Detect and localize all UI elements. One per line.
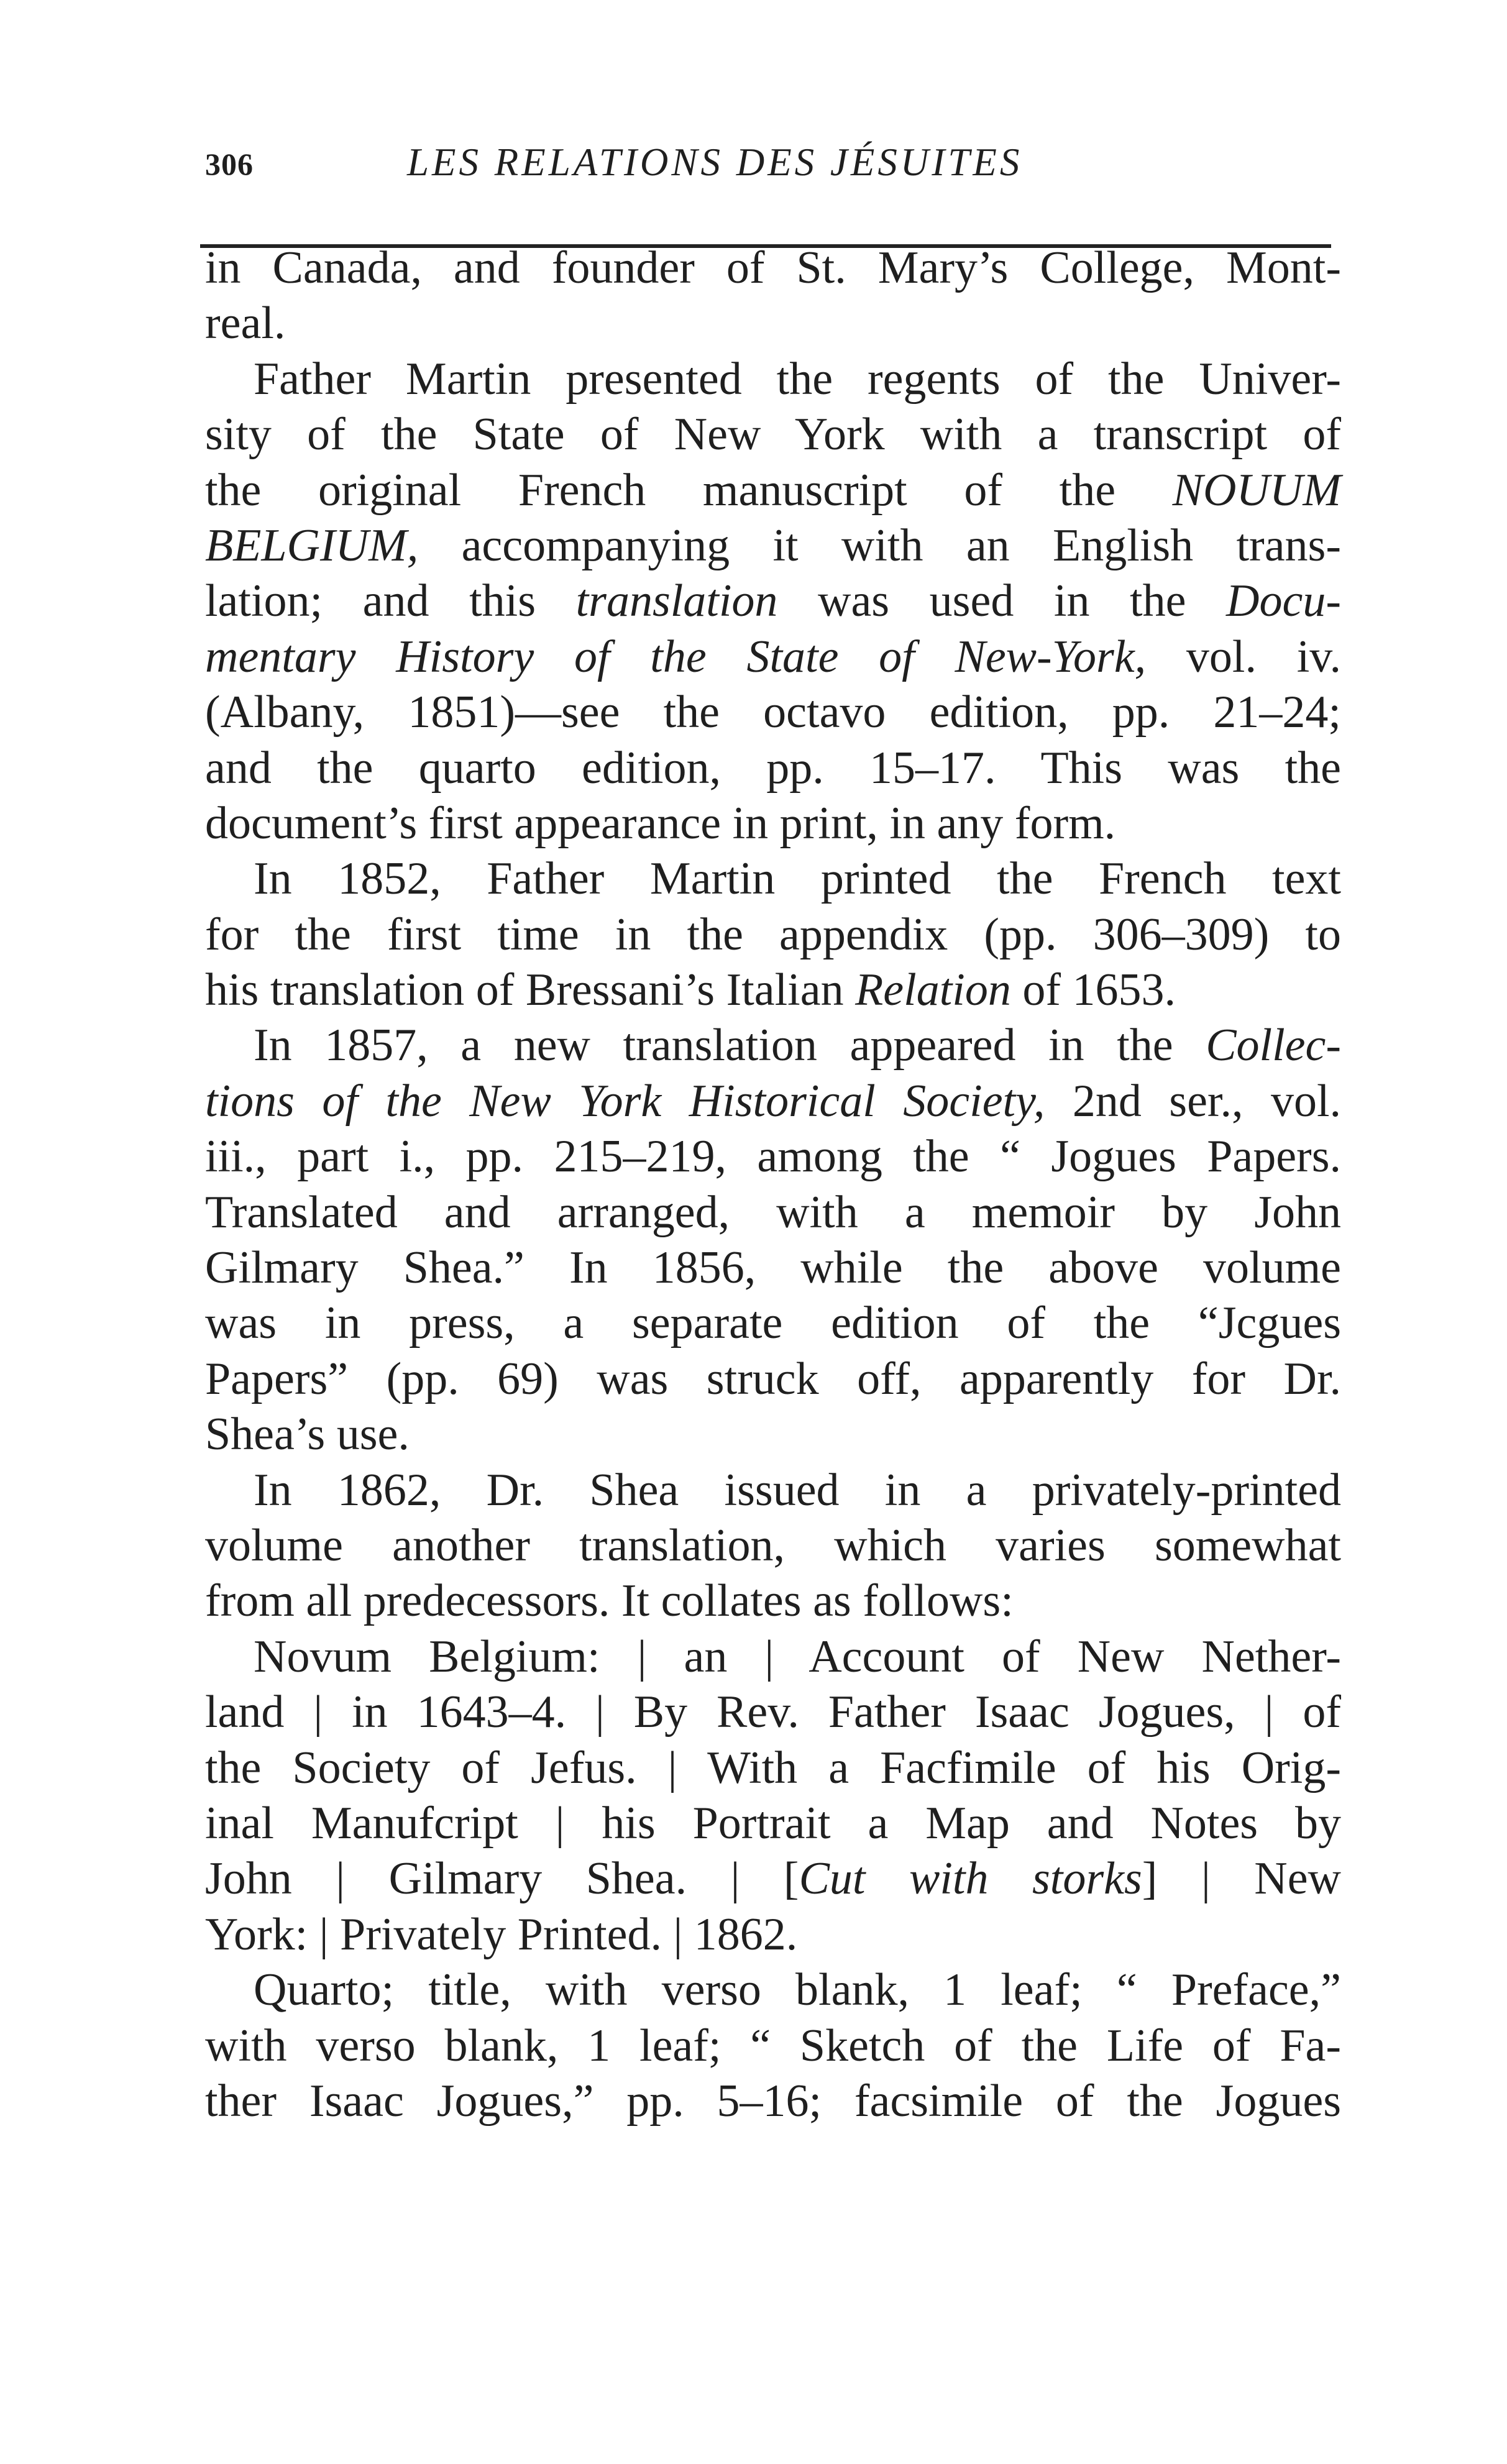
text-line bbox=[205, 1629, 1341, 1685]
text-segment: from all predecessors. It collates as follows: bbox=[205, 1575, 1014, 1627]
text-line bbox=[205, 1796, 1341, 1851]
text-line bbox=[205, 1518, 1341, 1573]
italic-text-segment: Cut with storks bbox=[799, 1853, 1142, 1905]
text-segment: Gilmary Shea.” In 1856, while the above volume bbox=[205, 1242, 1341, 1294]
text-line bbox=[205, 1185, 1341, 1240]
text-segment: ] | New bbox=[1142, 1853, 1341, 1905]
text-segment: lation; and this bbox=[205, 575, 576, 627]
text-line bbox=[205, 2074, 1341, 2129]
text-line bbox=[205, 1685, 1341, 1740]
text-segment: document’s first appearance in print, in any form. bbox=[205, 797, 1116, 849]
text-line bbox=[205, 352, 1341, 407]
text-line bbox=[205, 518, 1341, 574]
text-line bbox=[205, 1018, 1341, 1073]
italic-text-segment: NOUUM bbox=[1172, 464, 1341, 516]
italic-text-segment: Relation bbox=[855, 964, 1011, 1016]
text-segment: was in press, a separate edition of the “Jcgues bbox=[205, 1298, 1341, 1349]
text-segment: of 1653. bbox=[1010, 964, 1176, 1016]
italic-text-segment: Collec- bbox=[1206, 1020, 1341, 1071]
text-line bbox=[205, 1352, 1341, 1407]
text-segment: Shea’s use. bbox=[205, 1409, 410, 1460]
text-segment: In 1862, Dr. Shea issued in a privately-printed bbox=[254, 1464, 1341, 1516]
text-line bbox=[205, 630, 1341, 685]
text-line bbox=[205, 407, 1341, 462]
text-line bbox=[205, 574, 1341, 629]
text-segment: Translated and arranged, with a memoir by John bbox=[205, 1186, 1341, 1238]
text-line bbox=[205, 1074, 1341, 1129]
text-line bbox=[205, 1407, 1341, 1462]
text-segment: with verso blank, 1 leaf; “ Sketch of the Life of Fa- bbox=[205, 2020, 1341, 2071]
text-segment: was used in the bbox=[777, 575, 1227, 627]
text-line bbox=[205, 1573, 1341, 1629]
text-line bbox=[205, 963, 1341, 1018]
text-line bbox=[205, 2018, 1341, 2074]
text-segment: inal Manufcript | his Portrait a Map and Notes by bbox=[205, 1797, 1341, 1849]
text-segment: accompanying it with an English trans- bbox=[418, 520, 1341, 571]
text-line bbox=[205, 685, 1341, 740]
italic-text-segment: translation bbox=[575, 575, 778, 627]
text-segment: In 1857, a new translation appeared in the bbox=[254, 1020, 1206, 1071]
text-line bbox=[205, 1851, 1341, 1907]
text-segment: and the quarto edition, pp. 15–17. This was the bbox=[205, 742, 1341, 794]
text-segment: ther Isaac Jogues,” pp. 5–16; facsimile of the Jogues bbox=[205, 2075, 1341, 2127]
italic-text-segment: tions of the New York Historical Society, bbox=[205, 1075, 1045, 1127]
text-segment: vol. iv. bbox=[1146, 631, 1341, 682]
text-line bbox=[205, 1962, 1341, 2018]
text-line bbox=[205, 741, 1341, 796]
text-line bbox=[205, 851, 1341, 907]
text-line bbox=[205, 1240, 1341, 1296]
text-segment: (Albany, 1851)—see the octavo edition, pp. 21–24; bbox=[205, 687, 1341, 738]
text-line bbox=[205, 1129, 1341, 1184]
text-line bbox=[205, 240, 1341, 296]
text-segment: York: | Privately Printed. | 1862. bbox=[205, 1908, 798, 1960]
text-segment: Quarto; title, with verso blank, 1 leaf; “ Preface,” bbox=[254, 1964, 1341, 2016]
page-header bbox=[205, 140, 1331, 202]
italic-text-segment: BELGIUM, bbox=[205, 520, 419, 571]
text-segment: land | in 1643–4. | By Rev. Father Isaac Jogues, | of bbox=[205, 1687, 1341, 1738]
text-line bbox=[205, 796, 1341, 851]
text-segment: the Society of Jefus. | With a Facfimile of his Orig- bbox=[205, 1742, 1341, 1793]
body-text bbox=[205, 240, 1341, 2129]
text-line bbox=[205, 1296, 1341, 1351]
running-head: LES RELATIONS DES JÉSUITES bbox=[407, 140, 1023, 184]
text-line bbox=[205, 1741, 1341, 1796]
italic-text-segment: Docu- bbox=[1226, 575, 1341, 627]
text-segment: 2nd ser., vol. bbox=[1045, 1075, 1342, 1127]
text-line bbox=[205, 296, 1341, 351]
text-segment: John | Gilmary Shea. | [ bbox=[205, 1853, 799, 1905]
text-segment: Papers” (pp. 69) was struck off, apparently for Dr. bbox=[205, 1353, 1341, 1404]
page-number: 306 bbox=[205, 147, 254, 181]
text-segment: Novum Belgium: | an | Account of New Nether- bbox=[254, 1631, 1341, 1682]
text-segment: Father Martin presented the regents of the Univer- bbox=[254, 353, 1341, 405]
text-line bbox=[205, 1463, 1341, 1518]
italic-text-segment: mentary History of the State of New-York, bbox=[205, 631, 1147, 682]
text-segment: his translation of Bressani’s Italian bbox=[205, 964, 856, 1016]
text-segment: real. bbox=[205, 298, 286, 349]
text-segment: iii., part i., pp. 215–219, among the “ Jogues Papers. bbox=[205, 1131, 1341, 1183]
text-segment: In 1852, Father Martin printed the French text bbox=[254, 853, 1341, 905]
text-segment: sity of the State of New York with a transcript of bbox=[205, 409, 1341, 460]
text-segment: volume another translation, which varies somewhat bbox=[205, 1519, 1341, 1571]
text-segment: the original French manuscript of the bbox=[205, 464, 1173, 516]
text-line bbox=[205, 1907, 1341, 1962]
text-segment: in Canada, and founder of St. Mary’s College, Mont- bbox=[205, 242, 1341, 293]
text-line bbox=[205, 907, 1341, 963]
text-segment: for the first time in the appendix (pp. 306–309) to bbox=[205, 909, 1341, 960]
text-line bbox=[205, 463, 1341, 518]
